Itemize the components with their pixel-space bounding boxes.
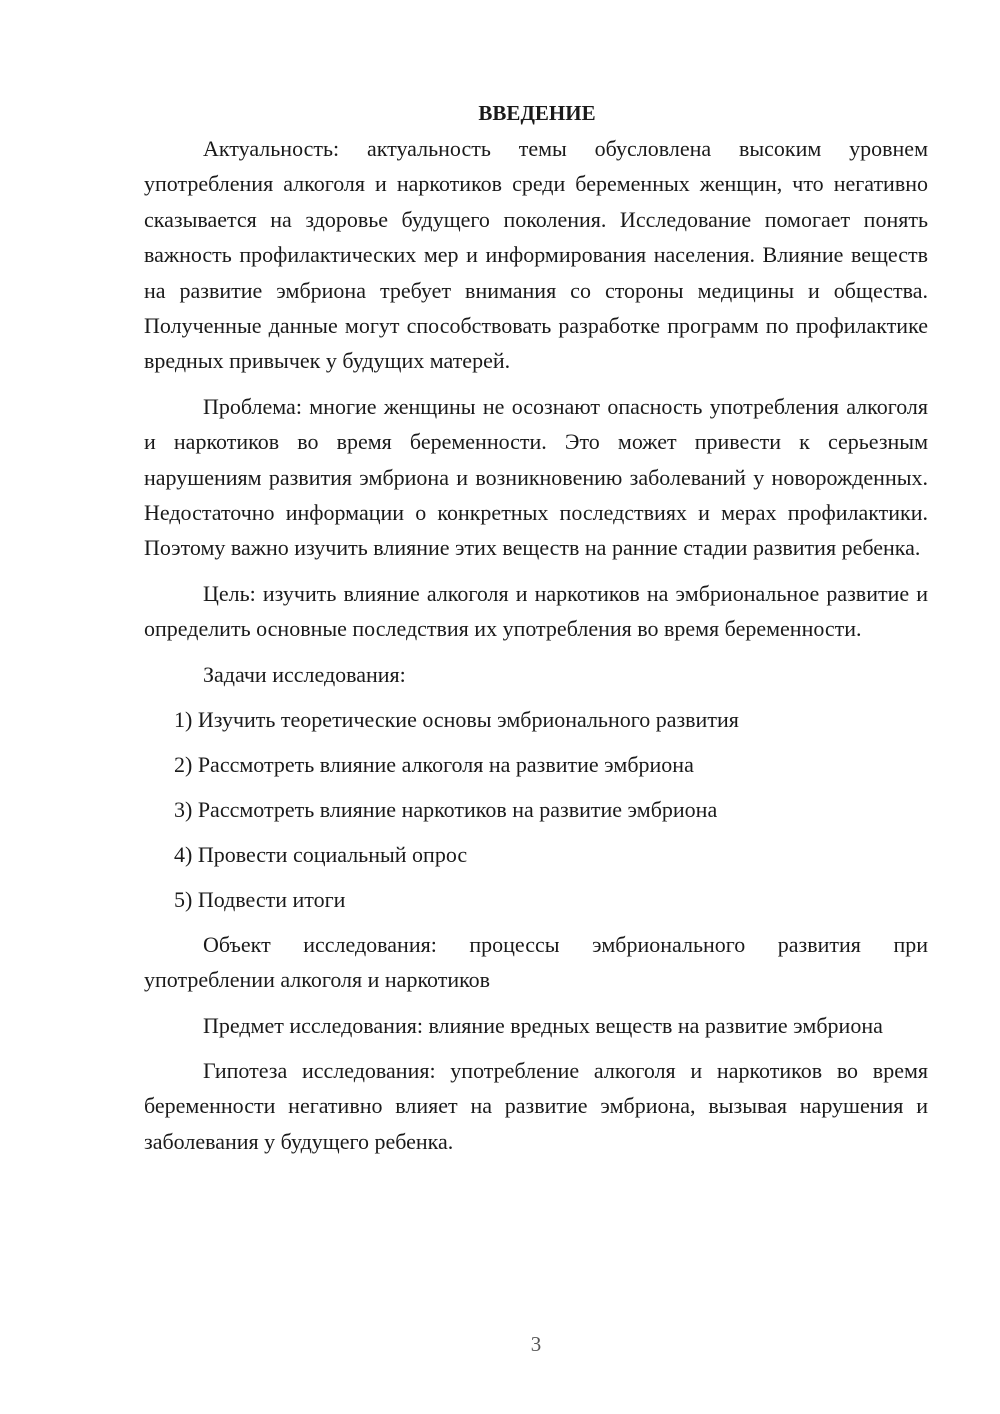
list-item: 1) Изучить теоретические основы эмбрионального развития [174, 706, 739, 732]
paragraph-spacer [144, 379, 928, 389]
hypothesis-paragraph: Гипотеза исследования: употребление алкоголя и наркотиков во время беременности негативно влияет на развитие эмбриона, вызывая нарушения и заболевания у будущего ребенка. [144, 1057, 928, 1154]
relevance-paragraph: Актуальность: актуальность темы обусловлена высоким уровнем употребления алкоголя и наркотиков среди беременных женщин, что негативно сказывается на здоровье будущего поколения. Исследование помогает понять важность профилактических мер и информирования населения. Влияние веществ на развитие эмбриона требует внимания со стороны медицины и общества. Полученные данные могут способствовать разработке программ по профилактике вредных привычек у будущих матерей. [144, 136, 928, 374]
tasks-list [144, 702, 928, 927]
page-title: ВВЕДЕНИЕ [478, 101, 596, 125]
subject-paragraph: Предмет исследования: влияние вредных веществ на развитие эмбриона [203, 1012, 883, 1038]
paragraph-spacer [144, 998, 928, 1008]
document-page [144, 96, 928, 1159]
paragraph-spacer [144, 1043, 928, 1053]
page-number: 3 [530, 1332, 542, 1356]
list-item: 2) Рассмотреть влияние алкоголя на развитие эмбриона [174, 751, 694, 777]
list-item: 5) Подвести итоги [174, 886, 346, 912]
paragraph-spacer [144, 566, 928, 576]
object-paragraph: Объект исследования: процессы эмбрионального развития при употреблении алкоголя и наркотиков [144, 931, 928, 993]
tasks-heading: Задачи исследования: [203, 661, 406, 687]
problem-paragraph: Проблема: многие женщины не осознают опасность употребления алкоголя и наркотиков во время беременности. Это может привести к серьезным нарушениям развития эмбриона и возникновению заболеваний у новорожденных. Недостаточно информации о конкретных последствиях и мерах профилактики. Поэтому важно изучить влияние этих веществ на ранние стадии развития ребенка. [144, 393, 928, 561]
paragraph-spacer [144, 647, 928, 657]
list-item: 3) Рассмотреть влияние наркотиков на развитие эмбриона [174, 796, 718, 822]
goal-paragraph: Цель: изучить влияние алкоголя и наркотиков на эмбриональное развитие и определить основные последствия их употребления во время беременности. [144, 580, 928, 642]
list-item: 4) Провести социальный опрос [174, 841, 468, 867]
